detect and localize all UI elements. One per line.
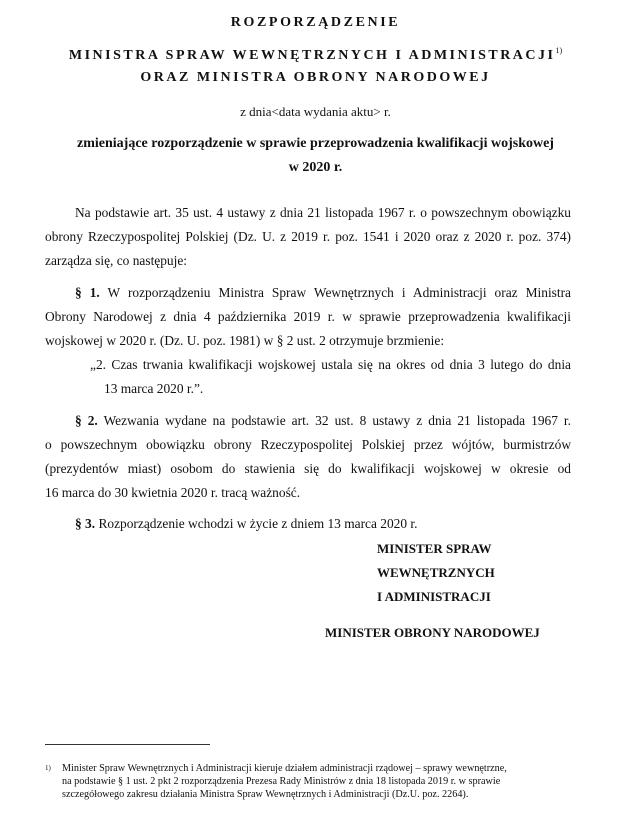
issuer-line-2: ORAZ MINISTRA OBRONY NARODOWEJ (140, 70, 491, 85)
issuer-line-1-text: MINISTRA SPRAW WEWNĘTRZNYCH I ADMINISTRACJI (68, 48, 556, 63)
section-3-label: § 3. (75, 516, 96, 531)
section-3-text: Rozporządzenie wchodzi w życie z dniem 13 marca 2020 r. (98, 516, 418, 531)
subject-line-1: zmieniające rozporządzenie w sprawie przeprowadzenia kwalifikacji wojskowej (77, 136, 554, 151)
section-1-line (75, 285, 571, 301)
subject-line-2: w 2020 r. (288, 160, 343, 175)
section-2-label: § 2. (75, 413, 98, 428)
section-2-line-text: Wezwania wydane na podstawie art. 32 ust. 8 ustawy z dnia 21 listopada 1967 r. (103, 413, 571, 428)
section-1-line-text: W rozporządzeniu Ministra Spraw Wewnętrznych i Administracji oraz Ministra (107, 285, 571, 300)
preamble-line: Na podstawie art. 35 ust. 4 ustawy z dnia 21 listopada 1967 r. o powszechnym obowiązku (75, 205, 571, 220)
footnote-divider (45, 744, 210, 745)
date-line: z dnia<data wydania aktu> r. (240, 104, 391, 119)
issuer-line-1 (0, 46, 631, 64)
section-2-line: o powszechnym obowiązku obrony Rzeczypospolitej Polskiej przez wójtów, burmistrzów (45, 437, 571, 452)
preamble-line: zarządza się, co następuje: (45, 253, 188, 268)
section-1-quote-line: 13 marca 2020 r.”. (104, 381, 204, 396)
signature-minister-1-line: WEWNĘTRZNYCH (377, 565, 495, 580)
footnote-reference: 1) (555, 46, 563, 55)
section-2-line: 16 marca do 30 kwietnia 2020 r. tracą ważność. (45, 485, 301, 500)
signature-minister-2: MINISTER OBRONY NARODOWEJ (325, 625, 540, 640)
section-2-line (75, 413, 571, 429)
footnote-line: Minister Spraw Wewnętrznych i Administracji kieruje działem administracji rządowej – sprawy wewnętrzne, (62, 763, 507, 774)
preamble-line: obrony Rzeczypospolitej Polskiej (Dz. U. z 2019 r. poz. 1541 i 2020 oraz z 2020 r. poz. 374) (45, 229, 571, 244)
section-3-line (75, 516, 417, 532)
section-1-line: Obrony Narodowej z dnia 4 października 2019 r. w sprawie przeprowadzenia kwalifikacji (45, 309, 571, 324)
section-2-line: (prezydentów miast) osobom do stawienia się do kwalifikacji wojskowej w okresie od (45, 461, 571, 476)
section-1-quote-line: „2. Czas trwania kwalifikacji wojskowej ustala się na okres od dnia 3 lutego do dnia (90, 357, 571, 372)
section-1-label: § 1. (75, 285, 100, 300)
footnote-line: na podstawie § 1 ust. 2 pkt 2 rozporządzenia Prezesa Rady Ministrów z dnia 18 listopada 2019 r. w sprawie (62, 776, 501, 787)
signature-minister-1-line: I ADMINISTRACJI (377, 589, 491, 604)
footnote-line: szczegółowego zakresu działania Ministra Spraw Wewnętrznych i Administracji (Dz.U. poz. 2264). (62, 789, 469, 800)
footnote-marker: 1) (45, 764, 51, 772)
section-1-line: wojskowej w 2020 r. (Dz. U. poz. 1981) w § 2 ust. 2 otrzymuje brzmienie: (45, 333, 445, 348)
signature-minister-1-line: MINISTER SPRAW (377, 541, 492, 556)
document-title: ROZPORZĄDZENIE (230, 15, 401, 30)
